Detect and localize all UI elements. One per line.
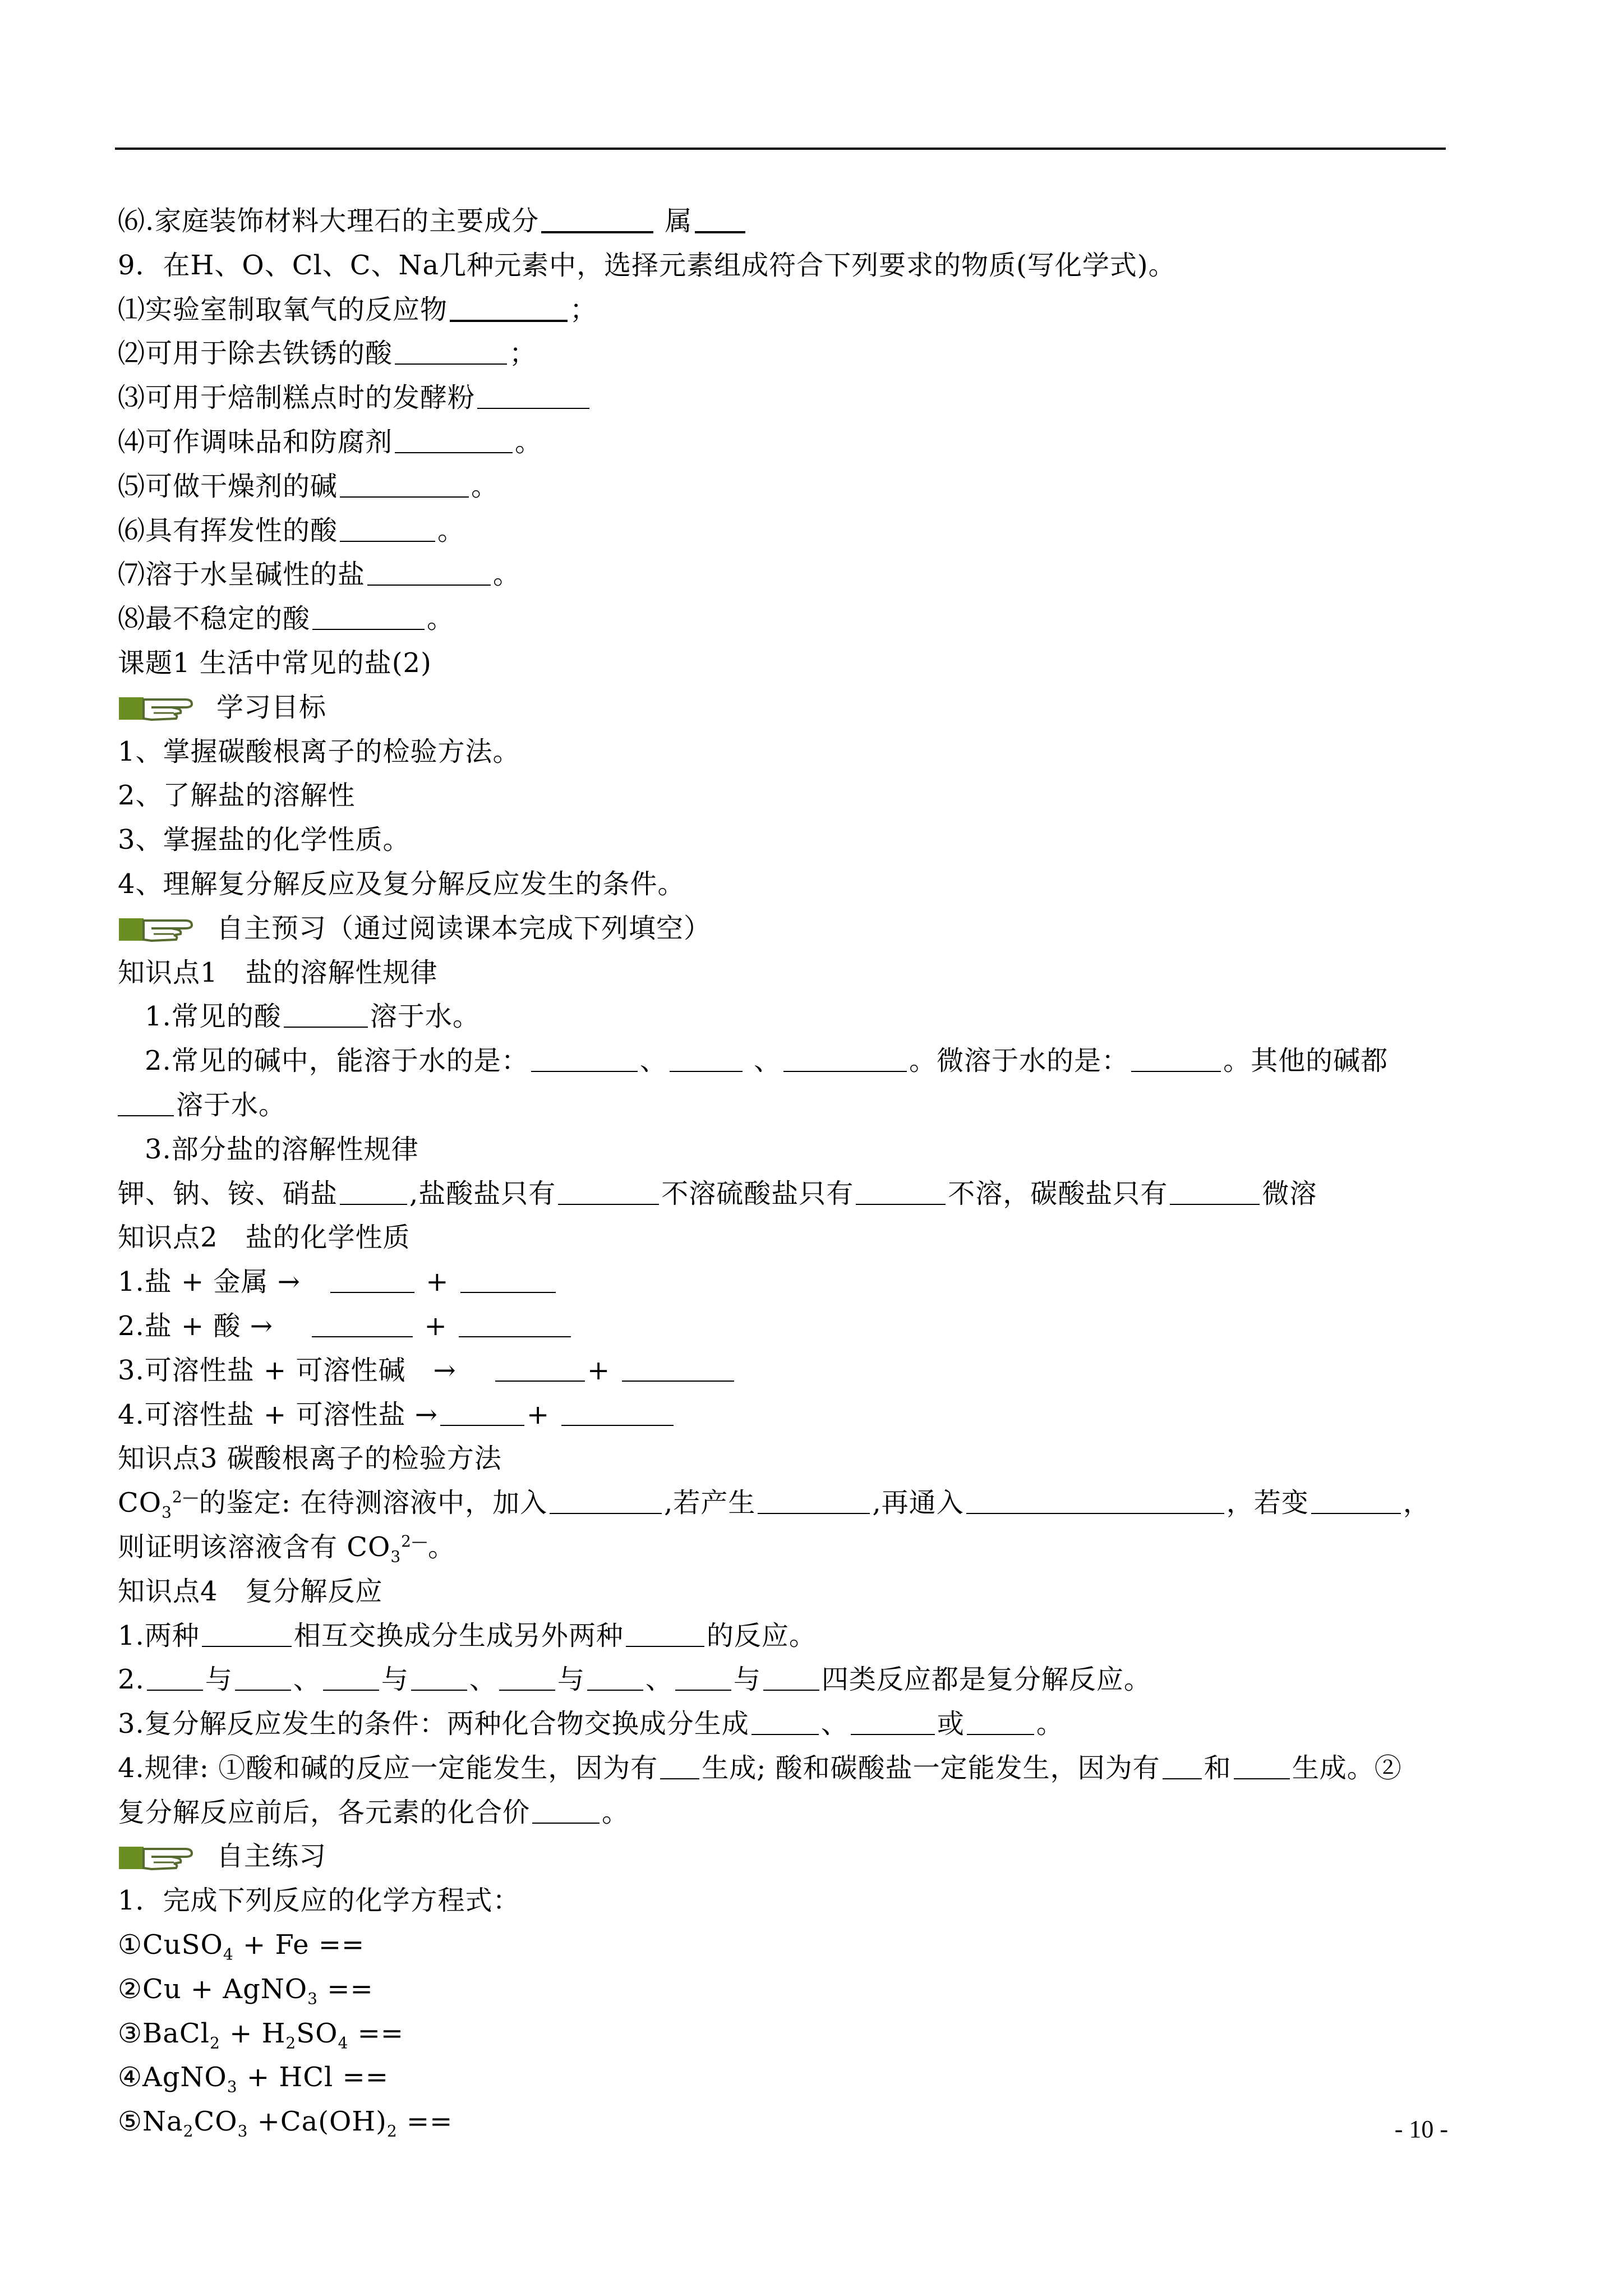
kp1-item3-rule: 钾、钠、铵、硝盐 ,盐酸盐只有 不溶硫酸盐只有 不溶，碳酸盐只有 微溶 (118, 1177, 1317, 1209)
kp1-title: 知识点1 盐的溶解性规律 (118, 956, 438, 988)
kp4-item3: 3.复分解反应发生的条件：两种化合物交换成分生成 、 或 。 (118, 1708, 1064, 1740)
kp2-item2: 2.盐 + 酸 → + (118, 1304, 1458, 1349)
kp2-item3: 3.可溶性盐 + 可溶性碱 → + (118, 1349, 1458, 1393)
kp1-item2: 2.常见的碱中，能溶于水的是： 、 、 。微溶于水的是： 。其他的碱都 (145, 1045, 1389, 1077)
eq-2: ②Cu + AgNO$_3$ == (118, 1973, 374, 2008)
kp1-item1: 1.常见的酸 溶于水。 (145, 1001, 480, 1033)
eq-3: ③BaCl$_2$ + $H_2SO_4$ == (118, 2017, 404, 2053)
q9-7: ⑺溶于水呈碱性的盐 。 (118, 559, 521, 591)
practice-q1: 1．完成下列反应的化学方程式： (118, 1885, 520, 1917)
goal-2: 2、了解盐的溶解性 (118, 780, 356, 812)
goal-1: 1、掌握碳酸根离子的检验方法。 (118, 735, 520, 767)
q9-3: ⑶可用于焙制糕点时的发酵粉 (118, 376, 1458, 420)
section-practice: 自主练习 (118, 1834, 1458, 1879)
kp4-item4-cont: 复分解反应前后，各元素的化合价 。 (118, 1796, 630, 1828)
eq-5: $⑤Na_2CO_3 +Ca(OH)_2$ == (118, 2106, 453, 2141)
kp4-item2: 2. 与 、 与 、 与 、 与 四类反应都是复分解反应。 (118, 1664, 1151, 1696)
eq-4: ④AgNO$_3$ + HCl == (118, 2062, 389, 2097)
line-marble: ⑹.家庭装饰材料大理石的主要成分 属 (118, 199, 1458, 243)
kp2-item4: 4.可溶性盐 + 可溶性盐 → + (118, 1393, 1458, 1437)
document-body (118, 199, 1458, 2144)
kp3-item1-cont: 则证明该溶液含有 $CO_3^{2—}$。 (118, 1531, 456, 1566)
q9-8: ⑻最不稳定的酸 。 (118, 603, 455, 635)
pointing-hand-icon (118, 1841, 202, 1872)
q9-1: ⑴实验室制取氧气的反应物 ； (118, 293, 598, 325)
q9-5: ⑸可做干燥剂的碱 。 (118, 470, 499, 502)
goal-4: 4、理解复分解反应及复分解反应发生的条件。 (118, 868, 685, 900)
header-rule (115, 148, 1446, 150)
pointing-hand-icon (118, 913, 202, 944)
pointing-hand-icon (118, 692, 202, 723)
lesson-title: 课题1 生活中常见的盐(2) (118, 647, 432, 679)
q9-title: 9．在H、O、Cl、C、Na几种元素中，选择元素组成符合下列要求的物质(写化学式)。 (118, 249, 1176, 281)
kp1-item2-cont: 溶于水。 (118, 1083, 1458, 1128)
q9-2: ⑵可用于除去铁锈的酸 ； (118, 338, 537, 370)
kp4-item1: 1.两种 相互交换成分生成另外两种 的反应。 (118, 1619, 817, 1651)
section-preview: 自主预习（通过阅读课本完成下列填空） (118, 907, 1458, 951)
q9-4: ⑷可作调味品和防腐剂 。 (118, 426, 543, 458)
q9-6: ⑹具有挥发性的酸 。 (118, 514, 465, 546)
kp3-title: 知识点3 碳酸根离子的检验方法 (118, 1443, 502, 1475)
kp3-item1: $CO_3^{2—}$的鉴定: 在待测溶液中，加入 ,若产生 ,再通入 ，若变 ， (118, 1487, 1431, 1522)
kp2-item1: 1.盐 + 金属 → + (118, 1260, 1458, 1304)
goal-3: 3、掌握盐的化学性质。 (118, 824, 411, 856)
section-goals: 学习目标 (118, 685, 1458, 730)
kp4-item4: 4.规律: ①酸和碱的反应一定能发生，因为有 生成; 酸和碳酸盐一定能发生，因为有 和 生成。② (118, 1752, 1402, 1784)
kp1-item3: 3.部分盐的溶解性规律 (145, 1133, 419, 1165)
eq-1: ①CuSO$_4$ + Fe == (118, 1929, 365, 1964)
kp4-title: 知识点4 复分解反应 (118, 1575, 383, 1607)
page-number: - 10 - (1394, 2115, 1448, 2143)
kp2-title: 知识点2 盐的化学性质 (118, 1222, 411, 1254)
